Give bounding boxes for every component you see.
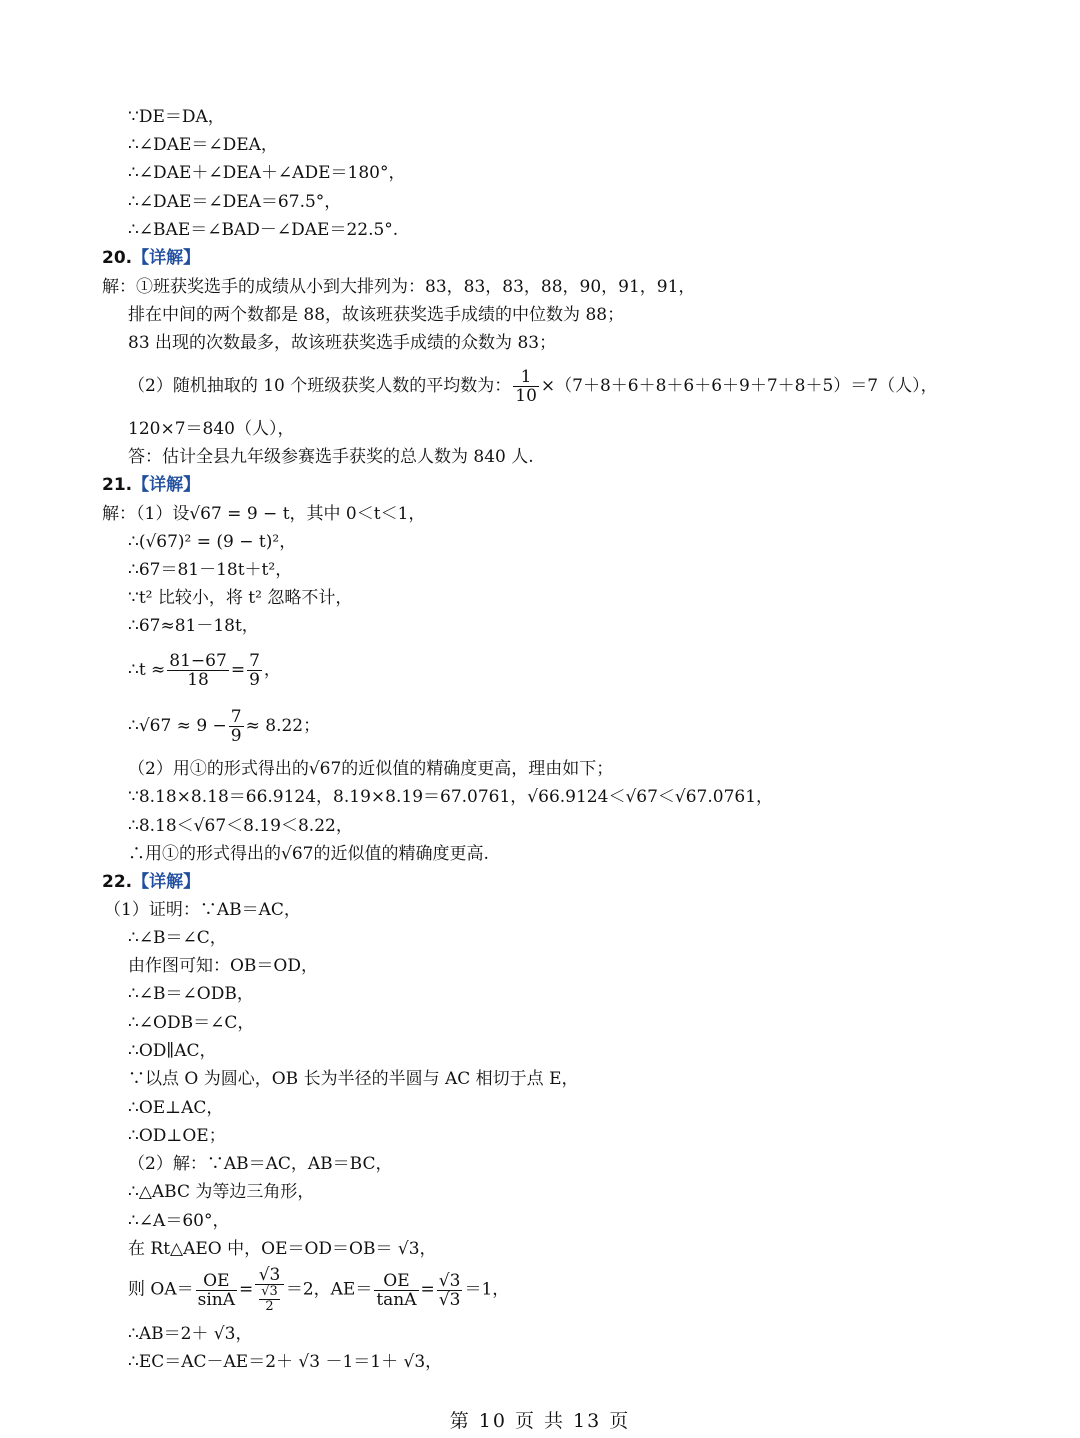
fraction xyxy=(374,1272,418,1309)
text-segment: （2）随机抽取的 10 个班级获奖人数的平均数为： xyxy=(128,376,512,396)
fraction-numerator: 7 xyxy=(230,707,242,727)
fraction-denominator: √3 xyxy=(438,1289,461,1310)
text-line: ∴∠ODB＝∠C， xyxy=(128,1013,255,1033)
text-line: ∴67＝81－18t＋t²， xyxy=(128,560,293,580)
text-segment: = xyxy=(230,660,246,680)
fraction-denominator xyxy=(255,1285,284,1314)
text-segment: = xyxy=(420,1279,435,1300)
text-line: ∴67≈81－18t， xyxy=(128,616,259,636)
page-footer: 第 10 页 共 13 页 xyxy=(449,1410,631,1432)
fraction-numerator: √3 xyxy=(438,1270,461,1291)
text-line: ∴OD⊥OE； xyxy=(128,1126,226,1146)
fraction-numerator: 81−67 xyxy=(169,651,227,671)
fraction xyxy=(229,708,244,745)
text-line: ∴△ABC 为等边三角形， xyxy=(128,1182,315,1202)
section-heading-21 xyxy=(102,474,200,496)
fraction xyxy=(167,652,229,689)
text-line: ∴∠A＝60°， xyxy=(128,1211,230,1231)
heading-tag: 【详解】 xyxy=(132,475,201,495)
fraction-denominator: 9 xyxy=(230,726,242,746)
text-line: ∴∠B＝∠ODB， xyxy=(128,984,254,1004)
fraction-numerator: OE xyxy=(196,1272,237,1291)
text-line: ∴∠BAE＝∠BAD－∠DAE＝22.5°. xyxy=(128,220,399,240)
heading-number: 21. xyxy=(102,475,133,495)
formula-line xyxy=(128,650,281,690)
text-line: ∵t² 比较小，将 t² 忽略不计， xyxy=(128,588,353,608)
fraction xyxy=(247,652,262,689)
text-line: 120×7＝840（人）， xyxy=(128,419,295,439)
text-line: ∵以点 O 为圆心，OB 长为半径的半圆与 AC 相切于点 E， xyxy=(128,1069,579,1089)
formula-line xyxy=(128,366,938,406)
nested-fraction xyxy=(259,1285,280,1314)
text-line: （2）用①的形式得出的√67的近似值的精确度更高，理由如下； xyxy=(128,759,614,779)
text-line: （1）证明：∵AB＝AC， xyxy=(104,900,301,920)
fraction-numerator: √3 xyxy=(255,1266,284,1285)
text-line: ∴EC＝AC－AE＝2＋ √3 －1＝1＋ √3， xyxy=(128,1352,443,1372)
text-line: 解：（1）设√67 = 9 − t，其中 0＜t＜1， xyxy=(102,504,426,524)
text-segment: ∴√67 ≈ 9 − xyxy=(128,716,227,736)
text-line: ∴(√67)² = (9 − t)²， xyxy=(128,532,297,552)
text-segment: ×（7＋8＋6＋8＋6＋6＋9＋7＋8＋5）＝7（人）， xyxy=(540,376,938,396)
text-segment: ≈ 8.22； xyxy=(245,716,321,736)
text-line: ∵8.18×8.18＝66.9124，8.19×8.19＝67.0761，√66.9124＜√67＜√67.0761， xyxy=(128,787,774,807)
fraction-denominator: tanA xyxy=(376,1289,417,1310)
heading-tag: 【详解】 xyxy=(132,248,201,268)
text-segment: 则 OA＝ xyxy=(128,1279,194,1300)
fraction-numerator: OE xyxy=(374,1272,418,1291)
section-heading-22 xyxy=(102,871,200,893)
formula-line xyxy=(128,1266,509,1314)
fraction xyxy=(196,1272,237,1309)
text-line: ∵DE＝DA， xyxy=(128,107,225,127)
text-line: ∴8.18＜√67＜8.19＜8.22， xyxy=(128,816,353,836)
text-line: 排在中间的两个数都是 88，故该班获奖选手成绩的中位数为 88； xyxy=(128,305,625,325)
text-line: ∴OE⊥AC， xyxy=(128,1098,224,1118)
fraction xyxy=(437,1272,463,1309)
heading-number: 20. xyxy=(102,248,133,268)
heading-tag: 【详解】 xyxy=(132,872,201,892)
text-line: 解：①班获奖选手的成绩从小到大排列为：83，83，83，88，90，91，91， xyxy=(102,277,696,297)
heading-number: 22. xyxy=(102,872,133,892)
text-segment: ∴t ≈ xyxy=(128,660,166,680)
text-segment: ， xyxy=(263,660,281,680)
text-segment: ＝1， xyxy=(464,1279,510,1300)
text-line: ∴∠DAE＝∠DEA＝67.5°， xyxy=(128,192,342,212)
fraction-denominator: 9 xyxy=(249,670,260,690)
text-line: 答：估计全县九年级参赛选手获奖的总人数为 840 人. xyxy=(128,447,534,467)
fraction xyxy=(255,1266,284,1314)
text-segment: ＝2，AE＝ xyxy=(285,1279,373,1300)
formula-line xyxy=(128,706,320,746)
fraction-numerator: 1 xyxy=(513,368,539,387)
section-heading-20 xyxy=(102,247,200,269)
text-line: ∴∠B＝∠C， xyxy=(128,928,227,948)
fraction-denominator: 18 xyxy=(187,670,209,690)
fraction-numerator: 7 xyxy=(249,651,260,671)
fraction-denominator: 2 xyxy=(265,1299,274,1314)
fraction-numerator: √3 xyxy=(261,1284,278,1299)
fraction-denominator: 10 xyxy=(515,386,537,406)
text-line: ∴用①的形式得出的√67的近似值的精确度更高. xyxy=(128,844,489,864)
fraction xyxy=(513,368,539,405)
text-line: ∴∠DAE＝∠DEA， xyxy=(128,135,278,155)
text-line: 由作图可知：OB＝OD， xyxy=(128,956,318,976)
text-line: ∴∠DAE＋∠DEA＋∠ADE＝180°， xyxy=(128,163,406,183)
text-line: ∴AB＝2＋ √3， xyxy=(128,1324,253,1344)
text-line: 在 Rt△AEO 中，OE＝OD＝OB＝ √3， xyxy=(128,1239,437,1259)
fraction-denominator: sinA xyxy=(197,1289,236,1310)
text-line: ∴OD∥AC， xyxy=(128,1041,217,1061)
text-line: （2）解：∵AB＝AC，AB＝BC， xyxy=(128,1154,393,1174)
text-line: 83 出现的次数最多，故该班获奖选手成绩的众数为 83； xyxy=(128,333,557,353)
text-segment: = xyxy=(239,1279,254,1300)
